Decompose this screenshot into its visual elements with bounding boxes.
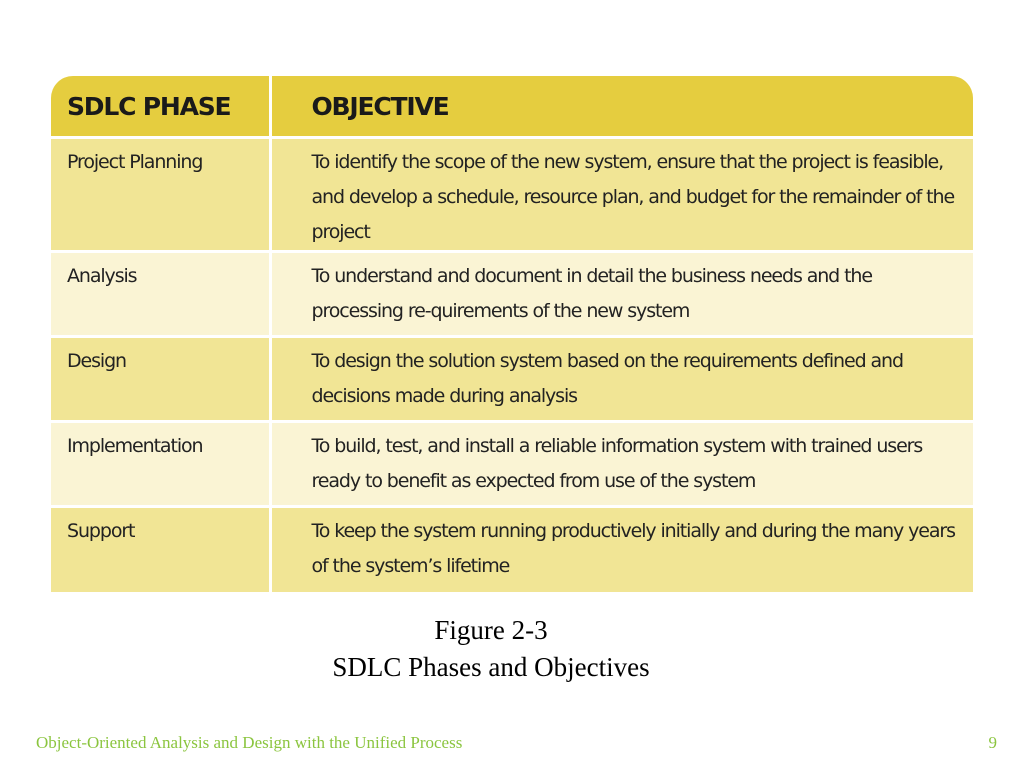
header-objective: OBJECTIVE: [270, 76, 973, 138]
sdlc-table-container: [51, 76, 973, 592]
objective-cell: To understand and document in detail the business needs and the processing re-quirements of the new system: [270, 252, 973, 337]
sdlc-table: [51, 76, 973, 592]
table-row: [51, 252, 973, 337]
phase-cell: Project Planning: [51, 138, 270, 252]
footer-book-title: Object-Oriented Analysis and Design with the Unified Process: [36, 733, 463, 752]
objective-cell: To design the solution system based on the requirements defined and decisions made during analysis: [270, 337, 973, 422]
phase-cell: Support: [51, 507, 270, 592]
table-header-row: [51, 76, 973, 138]
table-row: [51, 507, 973, 592]
header-sdlc-phase: SDLC PHASE: [51, 76, 270, 138]
phase-cell: Design: [51, 337, 270, 422]
objective-cell: To keep the system running productively initially and during the many years of the system’s lifetime: [270, 507, 973, 592]
table-row: [51, 138, 973, 252]
figure-number: Figure 2-3: [434, 615, 548, 645]
table-row: [51, 337, 973, 422]
phase-cell: Implementation: [51, 422, 270, 507]
figure-title: SDLC Phases and Objectives: [332, 652, 650, 682]
objective-cell: To identify the scope of the new system, ensure that the project is feasible, and develop a schedule, resource plan, and budget for the remainder of the project: [270, 138, 973, 252]
footer-page-number: 9: [988, 733, 997, 752]
table-row: [51, 422, 973, 507]
objective-cell: To build, test, and install a reliable information system with trained users ready to benefit as expected from use of the system: [270, 422, 973, 507]
phase-cell: Analysis: [51, 252, 270, 337]
